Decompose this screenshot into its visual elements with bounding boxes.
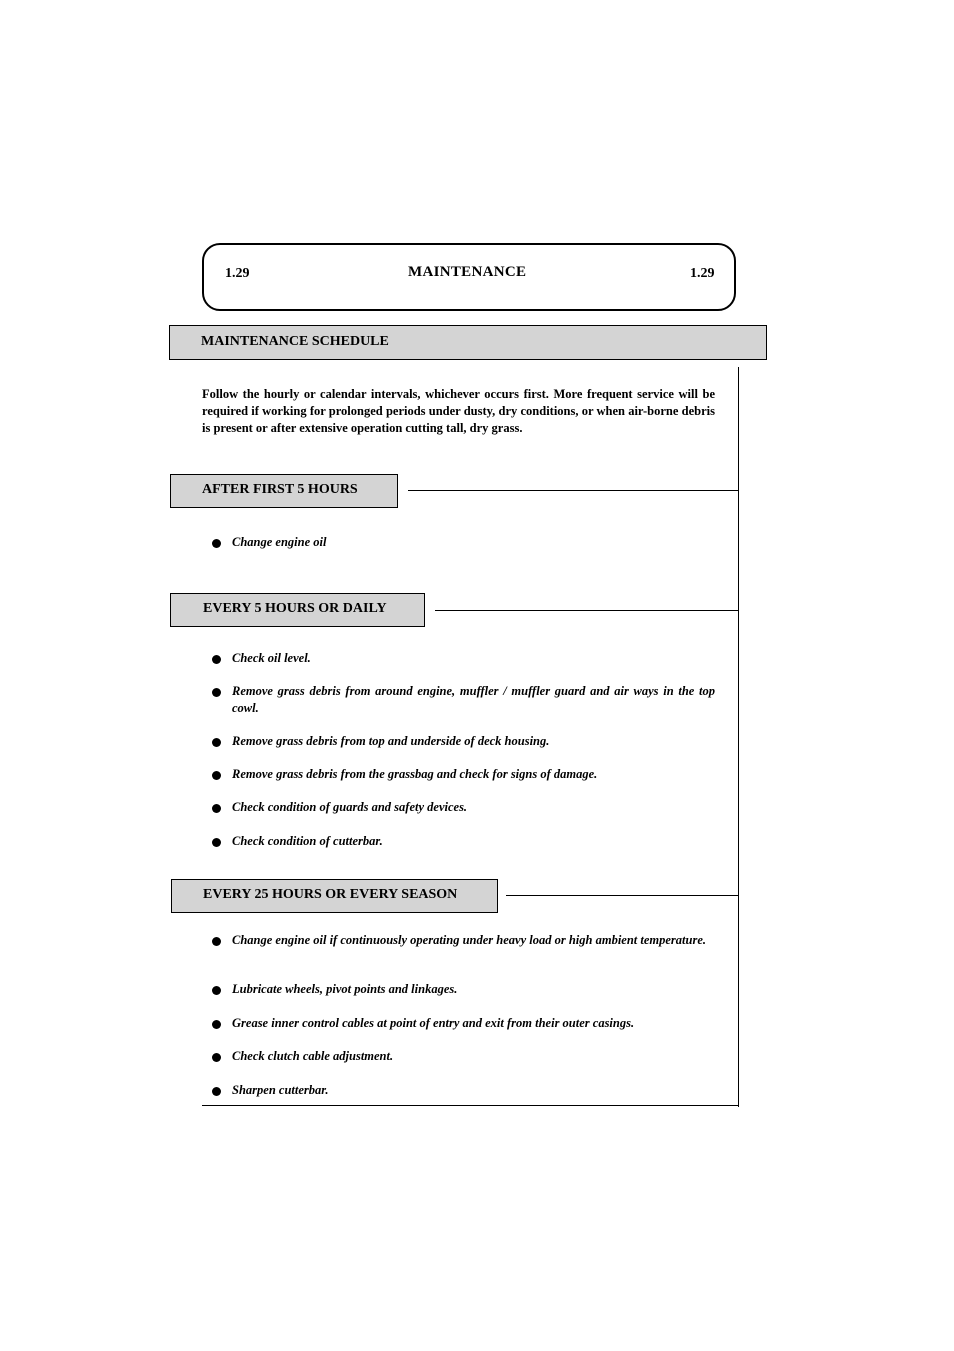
list-item: Change engine oil [210,534,715,551]
bullet-icon [212,937,221,946]
list-item: Check clutch cable adjustment. [210,1048,715,1065]
bullet-icon [212,1053,221,1062]
bullet-icon [212,738,221,747]
section-title: AFTER FIRST 5 HOURS [202,482,358,497]
bullet-icon [212,655,221,664]
bullet-icon [212,539,221,548]
section-title: MAINTENANCE SCHEDULE [201,334,389,349]
bullet-icon [212,771,221,780]
bullet-icon [212,1087,221,1096]
list-item: Remove grass debris from the grassbag and check for signs of damage. [210,766,715,783]
page-title: MAINTENANCE [408,264,527,280]
list-item: Remove grass debris from around engine, muffler / muffler guard and air ways in the top cowl. [210,683,715,717]
list-item: Check condition of cutterbar. [210,833,715,850]
intro-paragraph: Follow the hourly or calendar intervals, whichever occurs first. More frequent service will be required if working for prolonged periods under dusty, dry conditions, or when air-borne debris is present or after extensive operation cutting tall, dry grass. [202,387,715,435]
section-bar-maintenance-schedule [169,325,767,360]
bullet-icon [212,688,221,697]
section-bar-every-25-hours-or-every-season [171,879,498,913]
bullet-icon [212,1020,221,1029]
section-bar-after-first-5-hours [170,474,398,508]
divider-line [435,610,738,611]
bullet-icon [212,838,221,847]
section-bar-every-5-hours-or-daily [170,593,425,627]
page-number-left: 1.29 [225,266,250,281]
bottom-rule [202,1105,738,1106]
list-item: Change engine oil if continuously operating under heavy load or high ambient temperature. [210,932,715,949]
right-rule [738,367,739,1107]
list-item: Sharpen cutterbar. [210,1082,715,1099]
divider-line [506,895,738,896]
bullet-icon [212,986,221,995]
section-title: EVERY 5 HOURS OR DAILY [203,601,387,616]
list-item: Lubricate wheels, pivot points and linkages. [210,981,715,998]
section-title: EVERY 25 HOURS OR EVERY SEASON [203,887,458,902]
bullet-icon [212,804,221,813]
divider-line [408,490,738,491]
list-item: Grease inner control cables at point of entry and exit from their outer casings. [210,1015,715,1032]
page-number-right: 1.29 [690,266,715,281]
list-item: Check condition of guards and safety devices. [210,799,715,816]
list-item: Remove grass debris from top and underside of deck housing. [210,733,715,750]
list-item: Check oil level. [210,650,715,667]
